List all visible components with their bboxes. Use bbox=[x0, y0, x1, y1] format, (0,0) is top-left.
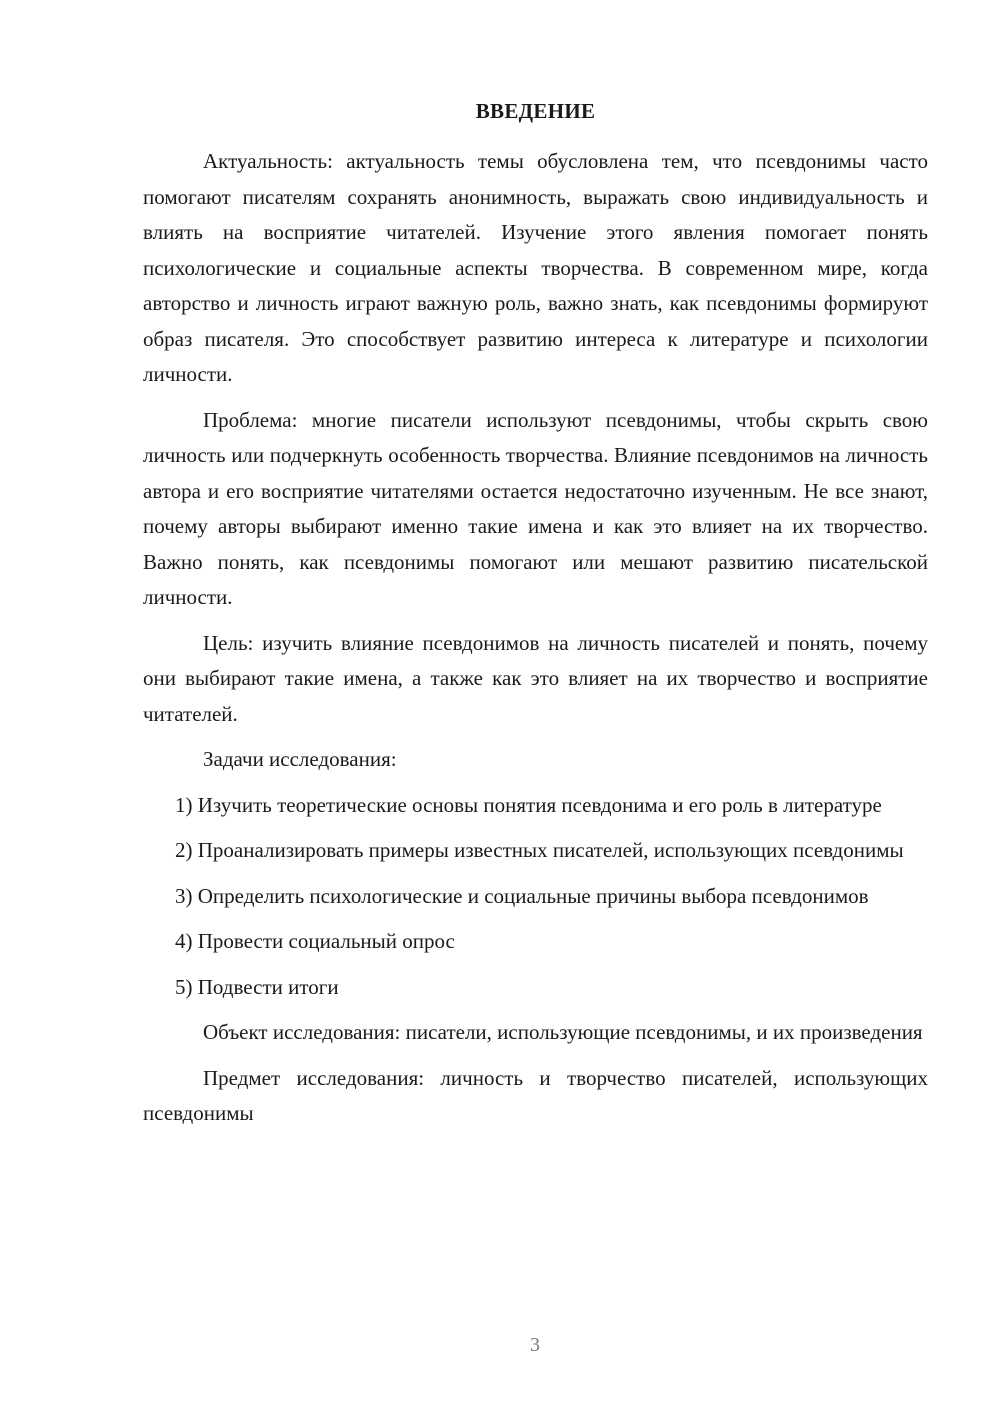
problem-paragraph: Проблема: многие писатели используют псевдонимы, чтобы скрыть свою личность или подчеркнуть особенность творчества. Влияние псевдонимов на личность автора и его восприятие читателями остается недостаточно изученным. Не все знают, почему авторы выбирают именно такие имена и как это влияет на их творчество. Важно понять, как псевдонимы помогают или мешают развитию писательской личности. bbox=[143, 407, 928, 609]
task-item-1: 1) Изучить теоретические основы понятия псевдонима и его роль в литературе bbox=[175, 792, 882, 817]
task-item-3: 3) Определить психологические и социальные причины выбора псевдонимов bbox=[175, 883, 869, 908]
task-item-4: 4) Провести социальный опрос bbox=[175, 929, 455, 953]
page-number: 3 bbox=[530, 1334, 540, 1356]
goal-paragraph: Цель: изучить влияние псевдонимов на личность писателей и понять, почему они выбирают такие имена, а также как это влияет на их творчество и восприятие читателей. bbox=[143, 630, 928, 726]
object-paragraph: Объект исследования: писатели, использующие псевдонимы, и их произведения bbox=[203, 1020, 923, 1044]
tasks-title: Задачи исследования: bbox=[203, 747, 397, 771]
document-page bbox=[143, 96, 928, 1142]
task-item-2: 2) Проанализировать примеры известных писателей, использующих псевдонимы bbox=[175, 838, 904, 862]
subject-paragraph: Предмет исследования: личность и творчество писателей, использующих псевдонимы bbox=[143, 1065, 928, 1125]
task-item-5: 5) Подвести итоги bbox=[175, 974, 339, 999]
section-heading: ВВЕДЕНИЕ bbox=[475, 99, 596, 123]
relevance-paragraph: Актуальность: актуальность темы обусловлена тем, что псевдонимы часто помогают писателям сохранять анонимность, выражать свою индивидуальность и влиять на восприятие читателей. Изучение этого явления помогает понять психологические и социальные аспекты творчества. В современном мире, когда авторство и личность играют важную роль, важно знать, как псевдонимы формируют образ писателя. Это способствует развитию интереса к литературе и психологии личности. bbox=[143, 149, 928, 386]
